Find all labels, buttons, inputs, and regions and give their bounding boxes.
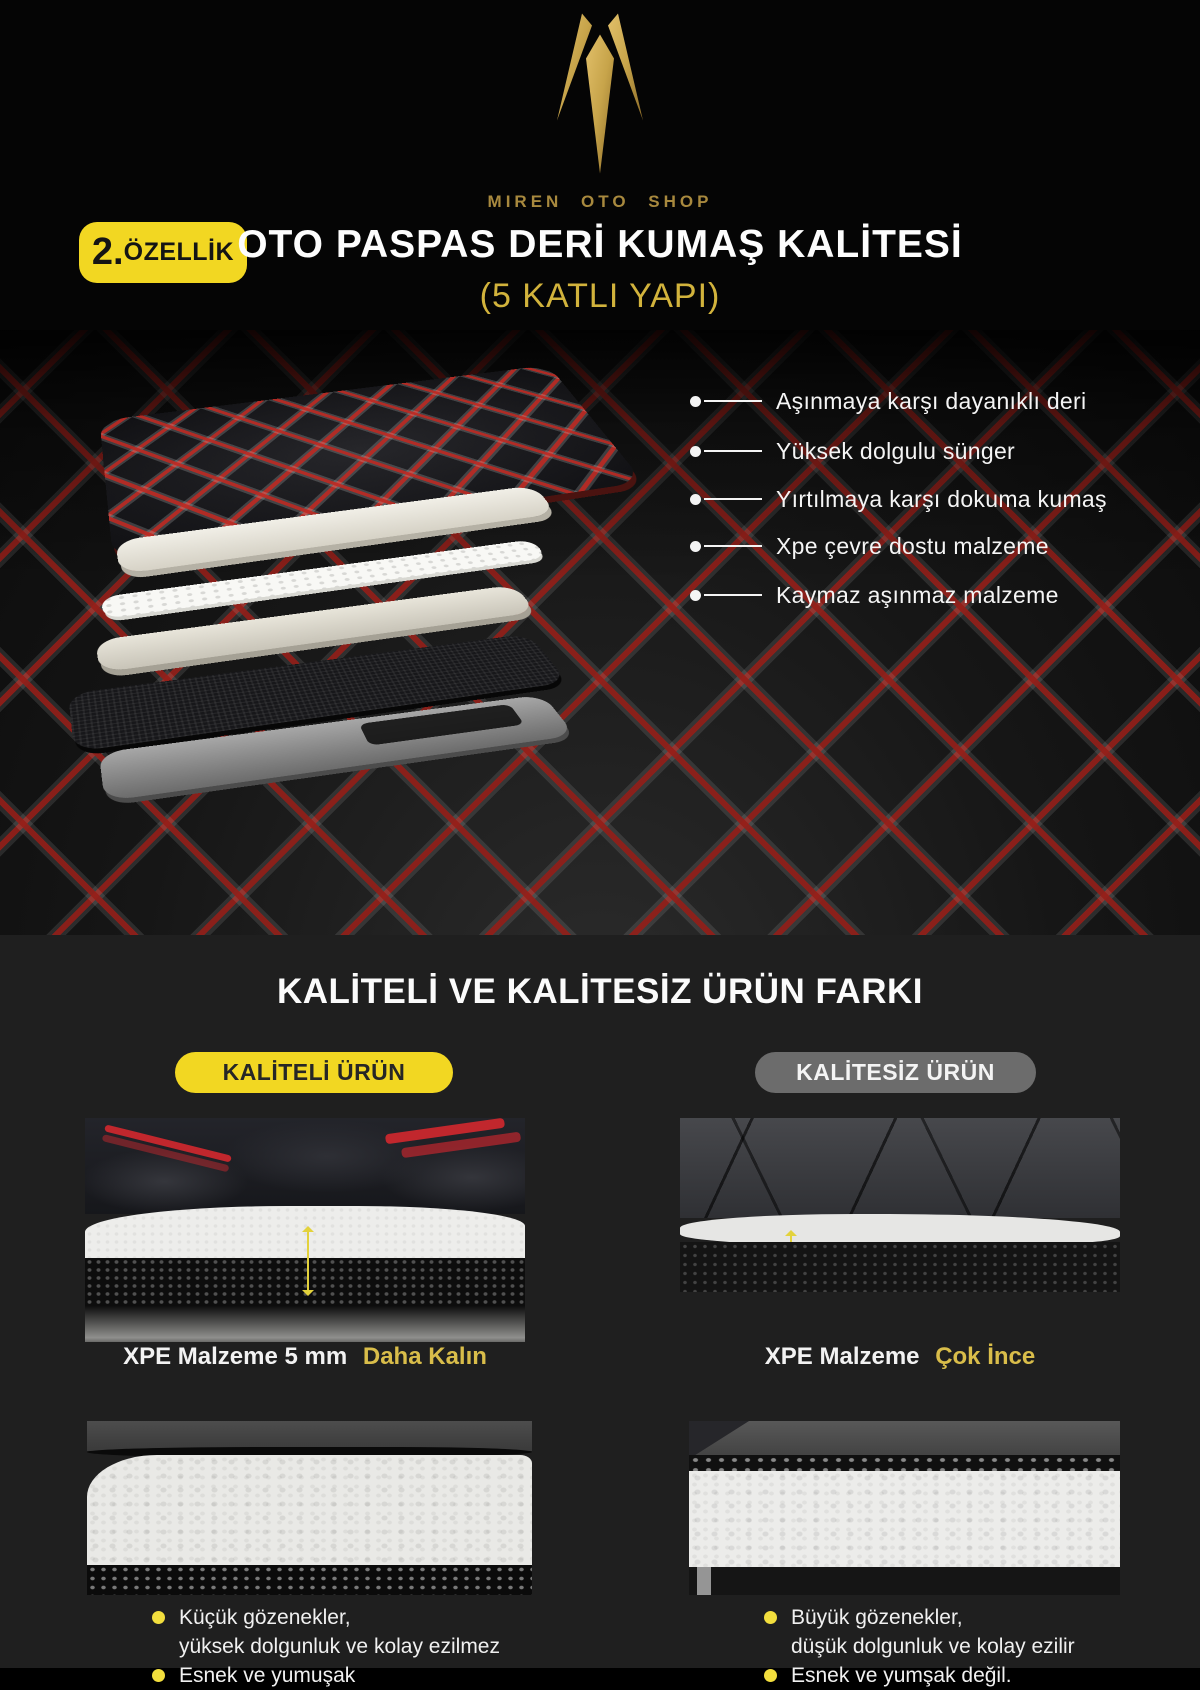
foam-texture — [87, 1455, 532, 1567]
poor-caption — [680, 1343, 1120, 1371]
caption-highlight: Daha Kalın — [362, 1343, 487, 1370]
page-title: OTO PASPAS DERİ KUMAŞ KALİTESİ — [237, 223, 963, 266]
bullet-text: Esnek ve yumşak değil. — [791, 1664, 1012, 1687]
callout-label: Xpe çevre dostu malzeme — [776, 532, 1049, 559]
callout-line — [704, 450, 762, 453]
leather-layer-texture — [85, 1118, 525, 1214]
list-item — [764, 1603, 1075, 1661]
brand-logo-icon — [540, 6, 660, 186]
foam-top-band — [689, 1421, 1120, 1459]
callout-dot — [690, 396, 701, 407]
feature-badge-word: ÖZELLİK — [123, 238, 235, 266]
photo-fade — [85, 1306, 525, 1342]
poor-cross-section-photo — [680, 1118, 1120, 1292]
bullet-text: yüksek dolgunluk ve kolay ezilmez — [179, 1635, 500, 1658]
callout-leather — [690, 386, 1086, 416]
callout-line — [704, 498, 762, 501]
caption-text: XPE Malzeme 5 mm — [123, 1343, 348, 1370]
quality-bullet-list — [152, 1603, 500, 1690]
comparison-section — [0, 935, 1200, 1687]
feature-badge-number: 2. — [91, 231, 124, 273]
callout-antislip — [690, 580, 1059, 610]
cracked-leather-texture — [680, 1118, 1120, 1218]
callout-dot — [690, 541, 701, 552]
bullet-dot-icon — [764, 1611, 777, 1624]
bullet-dot-icon — [764, 1669, 777, 1682]
red-stitch — [104, 1124, 232, 1162]
callout-label: Yırtılmaya karşı dokuma kumaş — [776, 485, 1107, 512]
caption-highlight: Çok İnce — [935, 1343, 1036, 1370]
red-stitch — [385, 1118, 505, 1145]
bullet-text: düşük dolgunluk ve kolay ezilir — [791, 1635, 1075, 1658]
poor-product-badge: KALİTESİZ ÜRÜN — [755, 1052, 1036, 1093]
poor-foam-photo — [689, 1421, 1120, 1595]
list-item — [152, 1661, 500, 1690]
bullet-dot-icon — [152, 1669, 165, 1682]
foam-bottom-band — [87, 1565, 532, 1595]
foam-band — [85, 1206, 525, 1264]
comparison-title: KALİTELİ VE KALİTESİZ ÜRÜN FARKI — [277, 972, 923, 1011]
thickness-arrow-icon — [307, 1230, 309, 1292]
bullet-text: Küçük gözenekler, — [179, 1606, 351, 1629]
callout-line — [704, 400, 762, 403]
fiber-band — [680, 1242, 1120, 1292]
bullet-text: Esnek ve yumuşak — [179, 1664, 356, 1687]
foam-separator — [689, 1455, 1120, 1471]
poor-bullet-list — [764, 1603, 1075, 1690]
callout-line — [704, 594, 762, 597]
callout-woven-fabric — [690, 484, 1107, 514]
callout-label: Yüksek dolgulu sünger — [776, 437, 1016, 464]
miren-m-logo-icon — [540, 6, 660, 186]
list-item — [764, 1661, 1075, 1690]
quality-cross-section-photo — [85, 1118, 525, 1342]
bullet-text: Büyük gözenekler, — [791, 1606, 963, 1629]
page-subtitle: (5 KATLI YAPI) — [479, 277, 721, 315]
callout-line — [704, 545, 762, 548]
shop-name: MIREN OTO SHOP — [487, 192, 713, 211]
foam-texture — [689, 1471, 1120, 1567]
foam-bottom-band — [689, 1567, 1120, 1595]
callout-label: Aşınmaya karşı dayanıklı deri — [776, 387, 1087, 414]
callout-sponge — [690, 436, 1015, 466]
bullet-dot-icon — [152, 1611, 165, 1624]
quality-product-badge: KALİTELİ ÜRÜN — [175, 1052, 453, 1093]
list-item — [152, 1603, 500, 1661]
callout-dot — [690, 494, 701, 505]
callout-label: Kaymaz aşınmaz malzeme — [776, 581, 1059, 608]
callout-dot — [690, 446, 701, 457]
exploded-layer-stack — [30, 330, 690, 890]
layer-diagram-photo — [0, 330, 1200, 935]
quality-caption — [85, 1343, 525, 1371]
caption-text: XPE Malzeme — [764, 1343, 920, 1370]
quality-foam-photo — [87, 1421, 532, 1595]
callout-xpe — [690, 531, 1049, 561]
callout-dot — [690, 590, 701, 601]
